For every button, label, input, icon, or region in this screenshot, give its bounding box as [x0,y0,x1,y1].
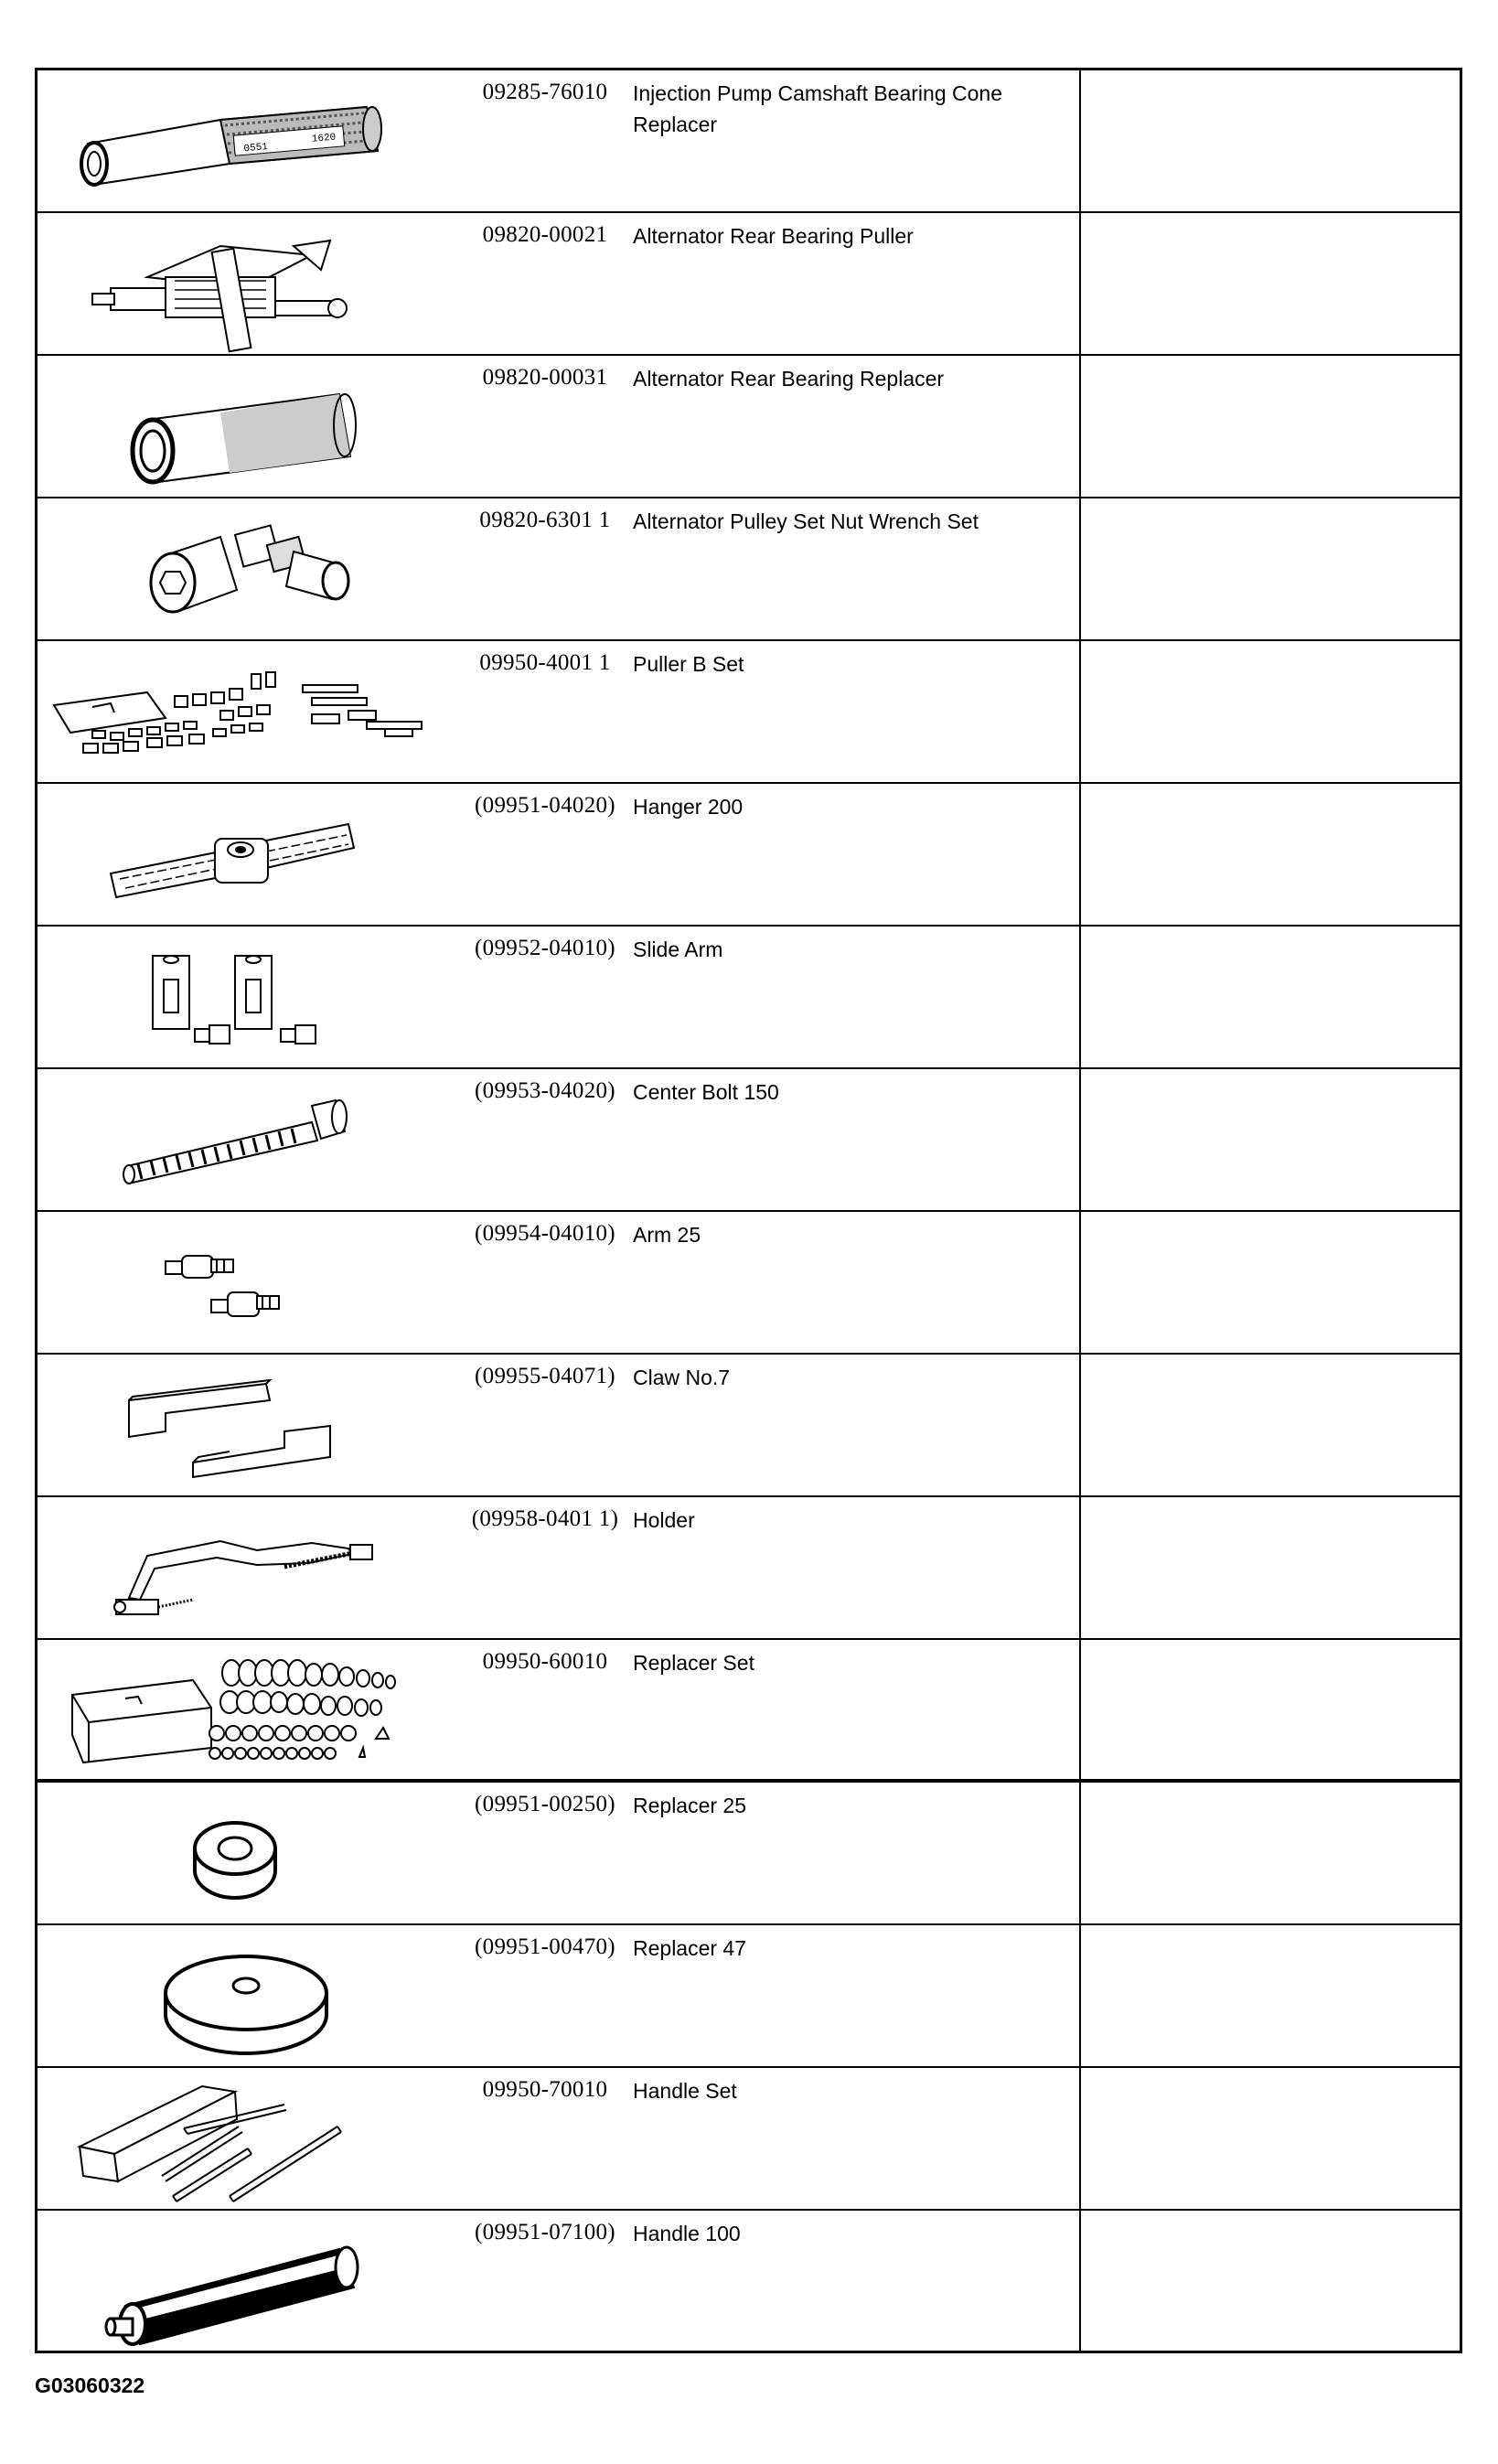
column-divider [1079,498,1081,639]
part-number: (09951-00470) [475,1934,615,1959]
table-row [37,1355,1460,1497]
handle-icon [37,2211,440,2353]
part-number: 09950-70010 [482,2077,608,2102]
part-number: 09820-00021 [482,222,608,247]
tool-description: Claw No.7 [633,1366,731,1389]
bearing-replacer-icon [37,356,440,497]
holder-icon [37,1497,440,1638]
column-divider [1079,2211,1081,2353]
figure-code: G03060322 [35,2373,145,2397]
table-row [37,2211,1460,2353]
part-number: (09951-00250) [475,1792,615,1816]
center-bolt-icon [37,1069,440,1210]
table-row [37,1497,1460,1640]
replacer-25-icon [37,1783,440,1923]
column-divider [1079,1497,1081,1638]
claw-icon [37,1355,440,1495]
nut-wrench-set-icon [37,498,440,639]
table-row [37,784,1460,927]
arm-icon [37,1212,440,1353]
tool-description: Puller B Set [633,652,744,676]
part-number: (09952-04010) [475,936,615,960]
column-divider [1079,70,1081,211]
column-divider [1079,784,1081,925]
tool-description: Arm 25 [633,1223,701,1247]
tool-description: Holder [633,1508,695,1532]
column-divider [1079,2068,1081,2209]
part-number: 09285-76010 [482,80,608,104]
column-divider [1079,1069,1081,1210]
table-row [37,1640,1460,1783]
part-number: (09953-04020) [475,1078,615,1103]
table-row [37,927,1460,1069]
part-number: (09951-04020) [475,793,615,818]
part-number: 09820-6301 1 [479,508,611,532]
part-number: 09950-60010 [482,1649,608,1674]
table-row [37,1925,1460,2068]
tool-description: Hanger 200 [633,795,744,819]
tool-description: Alternator Rear Bearing Puller [633,224,914,248]
table-row [37,641,1460,784]
table-row [37,2068,1460,2211]
tool-description: Alternator Rear Bearing Replacer [633,367,945,391]
bearing-cone-replacer-icon [37,70,440,211]
part-number: 09820-00031 [482,365,608,390]
table-row [37,498,1460,641]
column-divider [1079,356,1081,497]
svg-text:0551: 0551 [243,142,269,155]
column-divider [1079,1355,1081,1495]
tool-description: Replacer 25 [633,1794,747,1817]
tool-description: Replacer 47 [633,1936,747,1960]
tool-description: Alternator Pulley Set Nut Wrench Set [633,509,979,533]
special-service-tools-table [35,68,1462,2353]
column-divider [1079,1640,1081,1779]
table-row [37,1069,1460,1212]
hanger-icon [37,784,440,925]
column-divider [1079,213,1081,354]
column-divider [1079,1212,1081,1353]
column-divider [1079,1783,1081,1923]
table-row [37,70,1460,213]
bearing-puller-icon [37,213,440,354]
slide-arm-icon [37,927,440,1067]
handle-set-icon [37,2068,440,2209]
tool-description: Center Bolt 150 [633,1080,779,1104]
part-number: 09950-4001 1 [479,650,611,675]
column-divider [1079,641,1081,782]
table-row [37,356,1460,498]
tool-description: Replacer Set [633,1651,754,1675]
part-number: (09954-04010) [475,1221,615,1246]
table-row [37,1783,1460,1925]
part-number: (09958-0401 1) [471,1506,619,1531]
tool-description: Handle Set [633,2079,737,2103]
tool-description: Injection Pump Camshaft Bearing Cone Replacer [633,81,1002,136]
puller-set-icon [37,641,440,782]
replacer-set-icon [37,1640,440,1779]
table-row [37,213,1460,356]
tool-description: Slide Arm [633,937,723,961]
column-divider [1079,1925,1081,2066]
part-number: (09951-07100) [475,2220,615,2244]
part-number: (09955-04071) [475,1364,615,1388]
table-row [37,1212,1460,1355]
svg-text:1620: 1620 [311,132,337,145]
column-divider [1079,927,1081,1067]
replacer-47-icon [37,1925,440,2066]
tool-description: Handle 100 [633,2222,741,2245]
